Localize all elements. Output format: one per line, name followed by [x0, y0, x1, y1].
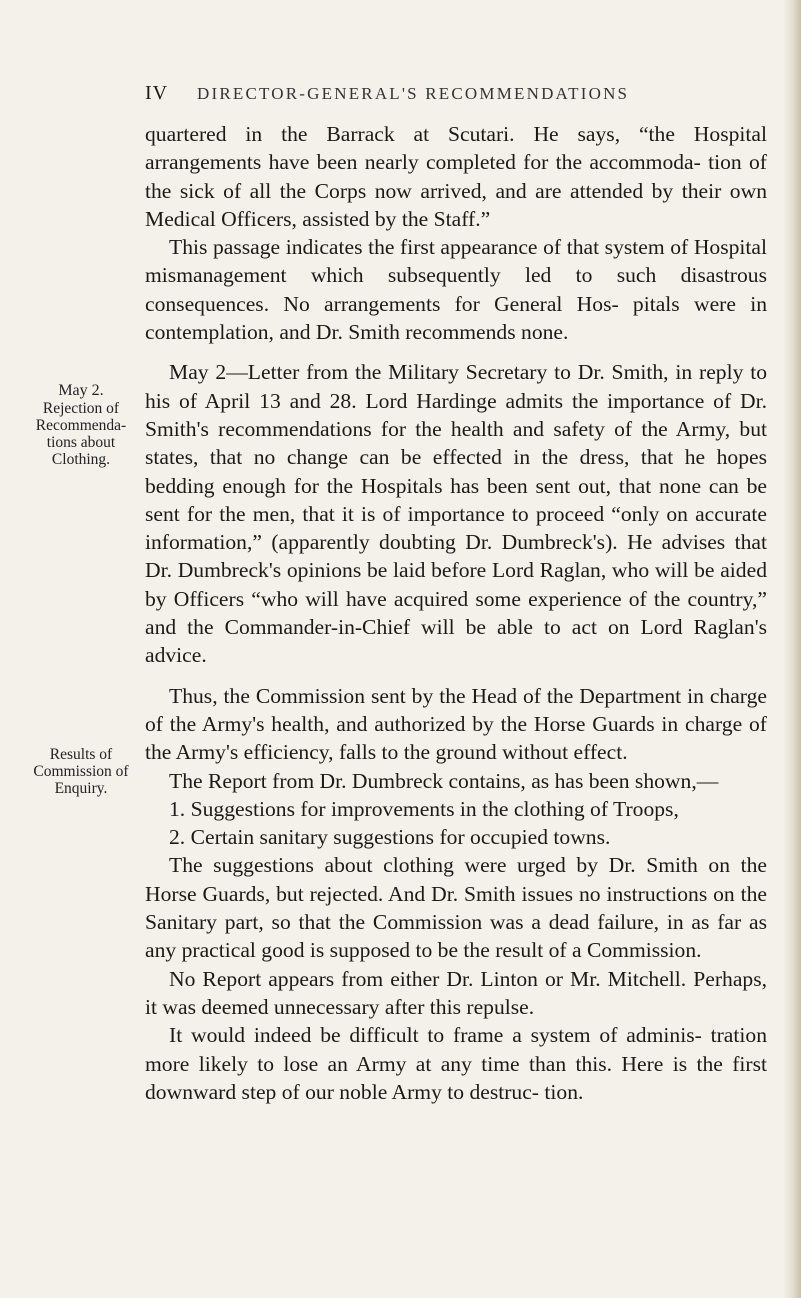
- margin-note-results: [30, 746, 132, 797]
- paragraph: May 2—Letter from the Military Secretary to Dr. Smith, in reply to his of April 13 and 28. Lord Hardinge admits the importance of Dr. Smith's recommendations for the health and safety of the Army, but states, that no change can be effected in the dress, that he hopes bedding enough for the Hospitals has been sent out, that none can be sent for the men, that it is of importance to proceed “only on accurate information,” (apparently doubting Dr. Dumbreck's). He advises that Dr. Dumbreck's opinions be laid before Lord Raglan, who will be aided by Officers “who will have acquired some experience of the country,” and the Commander-in-Chief will be able to act on Lord Raglan's advice.: [145, 360, 767, 668]
- page-edge: [783, 0, 801, 1298]
- paragraph: The Report from Dr. Dumbreck contains, as has been shown,—: [169, 768, 719, 793]
- paragraph: The suggestions about clothing were urged by Dr. Smith on the Horse Guards, but rejected. And Dr. Smith issues no instructions on the Sanitary part, so that the Commission was a dead failure, in as far as any practical good is supposed to be the result of a Commission.: [145, 853, 767, 963]
- running-title: DIRECTOR-GENERAL'S RECOMMENDATIONS: [197, 84, 630, 103]
- margin-note-text: Results of Commission of Enquiry.: [33, 746, 129, 797]
- margin-note-date: May 2.: [58, 382, 104, 399]
- margin-note-rejection: [30, 382, 132, 468]
- list-item: 1. Suggestions for improvements in the clothing of Troops,: [169, 796, 679, 821]
- paragraph: No Report appears from either Dr. Linton or Mr. Mitchell. Perhaps, it was deemed unnecessary after this repulse.: [145, 966, 767, 1019]
- list-item: 2. Certain sanitary suggestions for occupied towns.: [169, 825, 611, 850]
- paragraph: It would indeed be difficult to frame a system of adminis- tration more likely to lose an Army at any time than this. Here is the first downward step of our noble Army to destruc- tion.: [145, 1023, 767, 1104]
- margin-note-text: Rejection of Recommenda- tions about Clothing.: [35, 400, 127, 468]
- paragraph: quartered in the Barrack at Scutari. He says, “the Hospital arrangements have been nearly completed for the accommoda- tion of the sick of all the Corps now arrived, and are attended by their own Medical Officers, assisted by the Staff.”: [145, 122, 767, 231]
- paragraph: This passage indicates the first appearance of that system of Hospital mismanagement which subsequently led to such disastrous consequences. No arrangements for General Hos- pitals were in contemplation, and Dr. Smith recommends none.: [145, 235, 767, 345]
- paragraph: Thus, the Commission sent by the Head of the Department in charge of the Army's health, and authorized by the Horse Guards in charge of the Army's efficiency, falls to the ground without effect.: [145, 683, 767, 765]
- page-header: [145, 82, 705, 112]
- body-text: [145, 120, 767, 1106]
- page-number: IV: [145, 82, 169, 104]
